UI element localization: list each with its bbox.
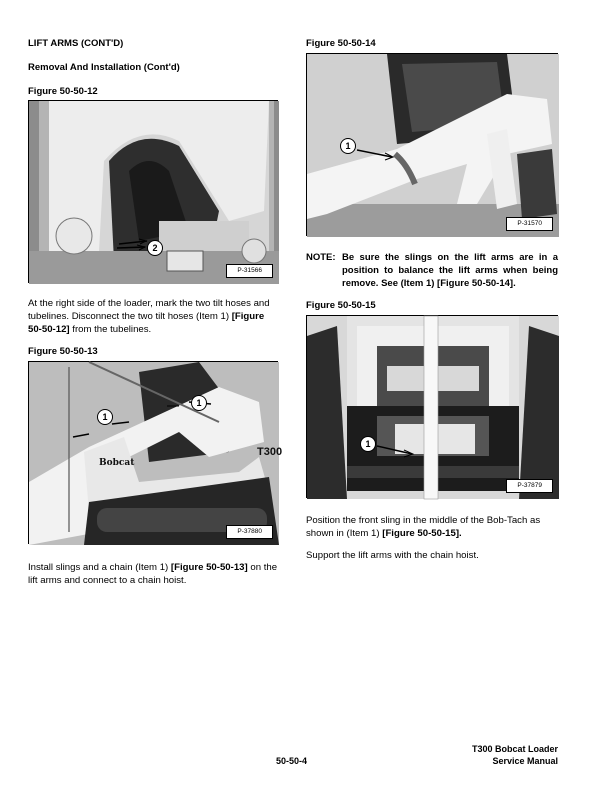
note-body: Be sure the slings on the lift arms are in a position to balance the lift arms when being remove. See (Item 1) [Figure 50-50-14]. <box>342 252 558 289</box>
photo-code-15: P-37879 <box>506 479 553 493</box>
figure-caption-15: Figure 50-50-15 <box>306 300 376 311</box>
subsection-title: Removal And Installation (Cont'd) <box>28 62 180 73</box>
figure-photo-15 <box>306 315 558 498</box>
note-label: NOTE: <box>306 252 336 263</box>
paragraph-install-slings: Install slings and a chain (Item 1) [Figure 50-50-13] on the lift arms and connect to a chain hoist. <box>28 562 278 586</box>
figure-caption-14: Figure 50-50-14 <box>306 38 376 49</box>
figure-caption-12: Figure 50-50-12 <box>28 86 98 97</box>
callout-1: 1 <box>340 138 356 154</box>
figure-caption-13: Figure 50-50-13 <box>28 346 98 357</box>
manual-title: T300 Bobcat Loader Service Manual <box>471 744 558 766</box>
paragraph-disconnect-hoses: At the right side of the loader, mark the two tilt hoses and tubelines. Disconnect the two tilt hoses (Item 1) [Figure 50-50-12] from the tubelines. <box>28 298 270 335</box>
figure-photo-14 <box>306 53 558 236</box>
callout-2: 2 <box>147 240 163 256</box>
paragraph-support-arms: Support the lift arms with the chain hoist. <box>306 550 479 561</box>
brand-decal: Bobcat <box>99 458 135 468</box>
photo-code-12: P-31566 <box>226 264 273 278</box>
figure-photo-13 <box>28 361 283 544</box>
paragraph-position-sling: Position the front sling in the middle of the Bob-Tach as shown in (Item 1) [Figure 50-50-15]. <box>306 515 541 539</box>
model-decal: T300 <box>257 446 283 458</box>
callout-1: 1 <box>360 436 376 452</box>
photo-code-14: P-31570 <box>506 217 553 231</box>
page-number: 50-50-4 <box>276 756 308 766</box>
callout-1-left: 1 <box>97 409 113 425</box>
photo-code-13: P-37880 <box>226 525 273 539</box>
callout-1-right: 1 <box>191 395 207 411</box>
figure-photo-12 <box>28 100 278 283</box>
section-title: LIFT ARMS (CONT'D) <box>28 38 124 49</box>
